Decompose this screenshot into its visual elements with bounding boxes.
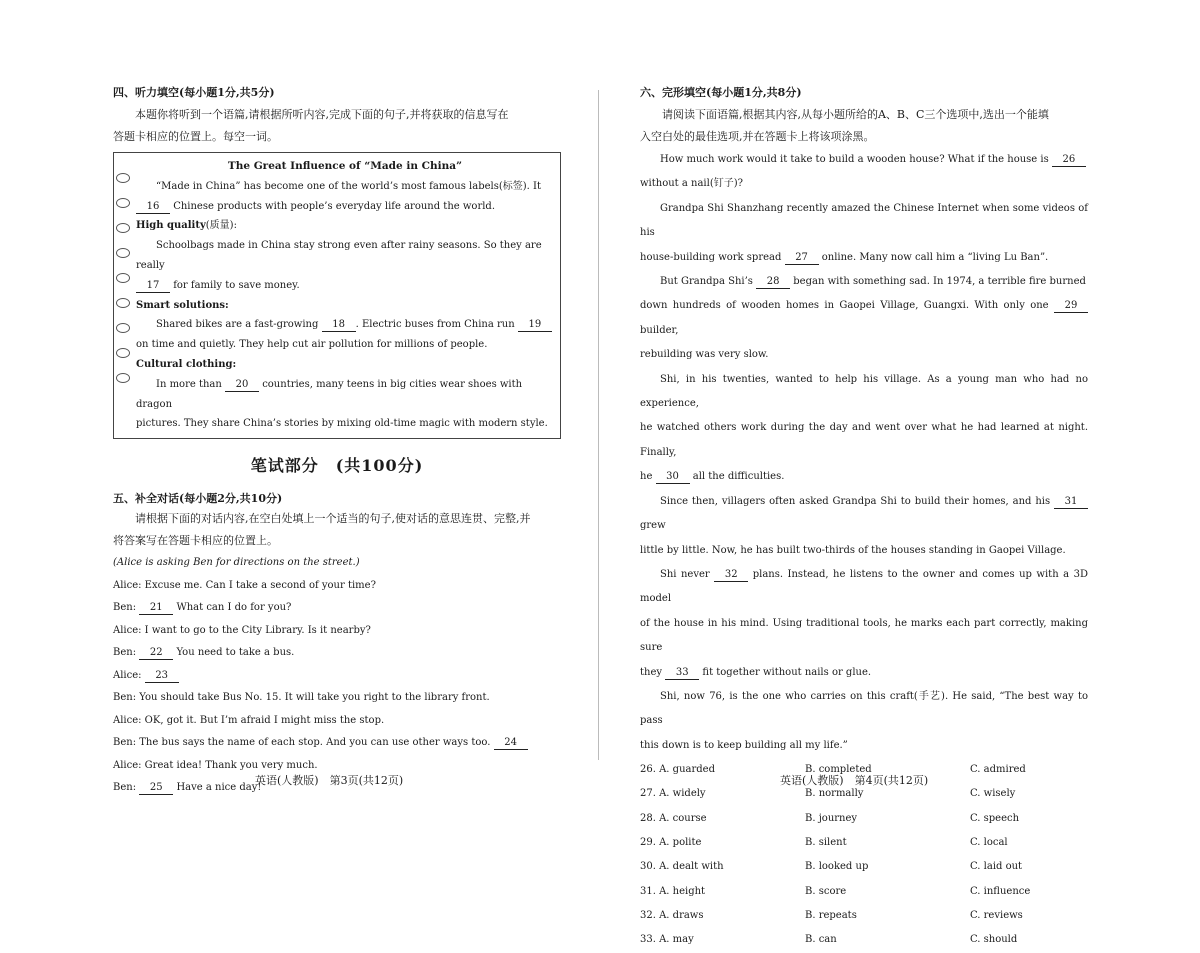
option-choice[interactable]: C. speech [970, 812, 1020, 824]
passage-line: How much work would it take to build a wooden house? What if the house is 26 [640, 148, 1088, 172]
blank-30[interactable]: 30 [656, 471, 690, 484]
option-choice[interactable]: C. reviews [970, 909, 1023, 921]
passage-line: he 30 all the difficulties. [640, 471, 785, 483]
blank-26[interactable]: 26 [1052, 154, 1086, 167]
section-5-instruction-line2: 将答案写在答题卡相应的位置上。 [113, 534, 278, 548]
ring-icon [116, 323, 130, 333]
option-choice[interactable]: B. can [805, 934, 837, 946]
blank-31[interactable]: 31 [1054, 496, 1088, 509]
blank-21[interactable]: 21 [139, 602, 173, 615]
ring-icon [116, 273, 130, 283]
option-choice[interactable]: B. completed [805, 764, 872, 776]
option-choice[interactable]: 31. A. height [640, 885, 706, 897]
dialogue-line: Alice: 23 [113, 665, 561, 688]
option-choice[interactable]: C. should [970, 934, 1018, 946]
option-choice[interactable]: 27. A. widely [640, 788, 706, 800]
section-5-instruction-line1: 请根据下面的对话内容,在空白处填上一个适当的句子,使对话的意思连贯、完整,并 [135, 512, 531, 526]
option-choice[interactable]: 29. A. polite [640, 837, 702, 849]
dialogue-context-note: (Alice is asking Ben for directions on the street.) [113, 557, 360, 569]
box-paragraph: “Made in China” has become one of the world’s most famous labels(标签). It [156, 180, 541, 192]
dialogue-line: Ben: You should take Bus No. 15. It will take you right to the library front. [113, 692, 490, 704]
box-paragraph: 16 Chinese products with people’s everyday life around the world. [136, 197, 554, 217]
box-heading-solutions: Smart solutions: [136, 299, 229, 311]
section-4-instruction [113, 104, 561, 126]
dialogue-line: Alice: I want to go to the City Library. Is it nearby? [113, 624, 371, 636]
blank-17[interactable]: 17 [136, 280, 170, 293]
dialogue-line: Ben: 22 You need to take a bus. [113, 647, 295, 659]
option-choice[interactable]: B. repeats [805, 909, 857, 921]
section-5-title: 五、补全对话(每小题2分,共10分) [113, 492, 283, 506]
passage-line: down hundreds of wooden homes in Gaopei Village, Guangxi. With only one 29 builder, [640, 294, 1088, 343]
dialogue-line: Ben: The bus says the name of each stop. And you can use other ways too. 24 [113, 732, 561, 755]
option-choice[interactable]: B. journey [805, 812, 858, 824]
option-choice[interactable]: C. admired [970, 764, 1026, 776]
blank-33[interactable]: 33 [665, 667, 699, 680]
box-paragraph: 17 for family to save money. [136, 276, 554, 296]
dialogue-line: Alice: Great idea! Thank you very much. [113, 759, 318, 771]
option-choice[interactable]: 30. A. dealt with [640, 861, 724, 873]
option-row [640, 855, 1088, 879]
blank-18[interactable]: 18 [322, 319, 356, 332]
ring-icon [116, 173, 130, 183]
box-paragraph: pictures. They share China’s stories by mixing old-time magic with modern style. [136, 418, 548, 430]
option-choice[interactable]: 33. A. may [640, 934, 694, 946]
box-paragraph: Schoolbags made in China stay strong even after rainy seasons. So they are really [136, 240, 542, 271]
option-choice[interactable]: 26. A. guarded [640, 764, 715, 776]
section-6-instruction-line1: 请阅读下面语篇,根据其内容,从每小题所给的A、B、C三个选项中,选出一个能填 [662, 108, 1049, 121]
passage-line: Shi, now 76, is the one who carries on this craft(手艺). He said, “The best way to pass [640, 690, 1088, 727]
section-6-instruction-line2: 入空白处的最佳选项,并在答题卡上将该项涂黑。 [640, 130, 875, 143]
blank-29[interactable]: 29 [1054, 300, 1088, 313]
option-choice[interactable]: C. laid out [970, 861, 1023, 873]
listening-note-box [113, 152, 561, 439]
blank-23[interactable]: 23 [145, 670, 179, 683]
passage-line: Shi never 32 plans. Instead, he listens to the owner and comes up with a 3D model [640, 568, 1088, 605]
option-choice[interactable]: C. local [970, 837, 1008, 849]
passage-line: Grandpa Shi Shanzhang recently amazed the Chinese Internet when some videos of his [640, 202, 1088, 239]
ring-icon [116, 223, 130, 233]
passage-line: little by little. Now, he has built two-thirds of the houses standing in Gaopei Village. [640, 544, 1066, 556]
passage-line: But Grandpa Shi’s 28 began with something sad. In 1974, a terrible fire burned [660, 276, 1086, 288]
footer-page-3: 英语(人教版) 第3页(共12页) [255, 774, 404, 787]
blank-27[interactable]: 27 [785, 252, 819, 265]
option-row [640, 880, 1088, 904]
ring-icon [116, 373, 130, 383]
blank-16[interactable]: 16 [136, 201, 170, 214]
option-choice[interactable]: B. silent [805, 837, 847, 849]
written-part-title: 笔试部分 (共100分) [250, 456, 424, 476]
passage-line: of the house in his mind. Using traditional tools, he marks each part correctly, making sure [640, 617, 1088, 654]
box-paragraph: on time and quietly. They help cut air pollution for millions of people. [136, 339, 488, 351]
dialogue-line: Alice: Excuse me. Can I take a second of your time? [113, 579, 376, 591]
passage-line: rebuilding was very slow. [640, 349, 769, 361]
binder-rings [116, 153, 132, 438]
box-paragraph: Shared bikes are a fast-growing 18 . Electric buses from China run 19 [136, 315, 554, 335]
option-row [640, 807, 1088, 831]
section-4-instruction-line1: 本题你将听到一个语篇,请根据所听内容,完成下面的句子,并将获取的信息写在 [135, 108, 509, 121]
box-title: The Great Influence of “Made in China” [227, 160, 463, 172]
right-page [640, 84, 1088, 953]
dialogue-line: Ben: 25 Have a nice day! [113, 782, 262, 794]
option-row [640, 904, 1088, 928]
passage-line: they 33 fit together without nails or glue. [640, 666, 872, 678]
passage-line: without a nail(钉子)? [640, 178, 743, 190]
option-choice[interactable]: B. normally [805, 788, 864, 800]
option-choice[interactable]: 28. A. course [640, 812, 707, 824]
blank-20[interactable]: 20 [225, 379, 259, 392]
dialogue-line: Ben: 21 What can I do for you? [113, 602, 292, 614]
option-row [640, 831, 1088, 855]
option-choice[interactable]: B. score [805, 885, 847, 897]
left-page [113, 84, 561, 800]
ring-icon [116, 248, 130, 258]
box-paragraph: In more than 20 countries, many teens in big cities wear shoes with dragon [136, 378, 523, 410]
option-choice[interactable]: C. influence [970, 885, 1031, 897]
blank-22[interactable]: 22 [139, 647, 173, 660]
section-4-instruction-line2: 答题卡相应的位置上。每空一词。 [113, 130, 278, 143]
option-choice[interactable]: C. wisely [970, 788, 1016, 800]
passage-line: house-building work spread 27 online. Many now call him a “living Lu Ban”. [640, 251, 1049, 263]
passage-line: this down is to keep building all my life.” [640, 739, 848, 751]
section-6-title: 六、完形填空(每小题1分,共8分) [640, 86, 802, 99]
ring-icon [116, 348, 130, 358]
page-divider [598, 90, 599, 760]
section-4-title: 四、听力填空(每小题1分,共5分) [113, 86, 275, 99]
blank-25[interactable]: 25 [139, 782, 173, 795]
footer-page-4: 英语(人教版) 第4页(共12页) [780, 774, 929, 787]
ring-icon [116, 198, 130, 208]
box-heading-quality: High quality(质量): [136, 220, 237, 232]
option-row [640, 928, 1088, 952]
blank-32[interactable]: 32 [714, 569, 748, 582]
passage-line: Shi, in his twenties, wanted to help his village. As a young man who had no experience, [640, 373, 1088, 410]
cloze-passage [640, 148, 1088, 758]
dialogue-line: Alice: OK, got it. But I’m afraid I might miss the stop. [113, 714, 385, 726]
blank-19[interactable]: 19 [518, 319, 552, 332]
blank-28[interactable]: 28 [756, 276, 790, 289]
blank-24[interactable]: 24 [494, 737, 528, 750]
dialogue [113, 575, 561, 800]
box-heading-clothing: Cultural clothing: [136, 358, 237, 370]
passage-line: he watched others work during the day and went over what he had learned at night. Finally, [640, 422, 1088, 458]
passage-line: Since then, villagers often asked Grandpa Shi to build their homes, and his 31 grew [640, 490, 1088, 539]
ring-icon [116, 298, 130, 308]
option-choice[interactable]: 32. A. draws [640, 909, 704, 921]
option-choice[interactable]: B. looked up [805, 861, 869, 873]
